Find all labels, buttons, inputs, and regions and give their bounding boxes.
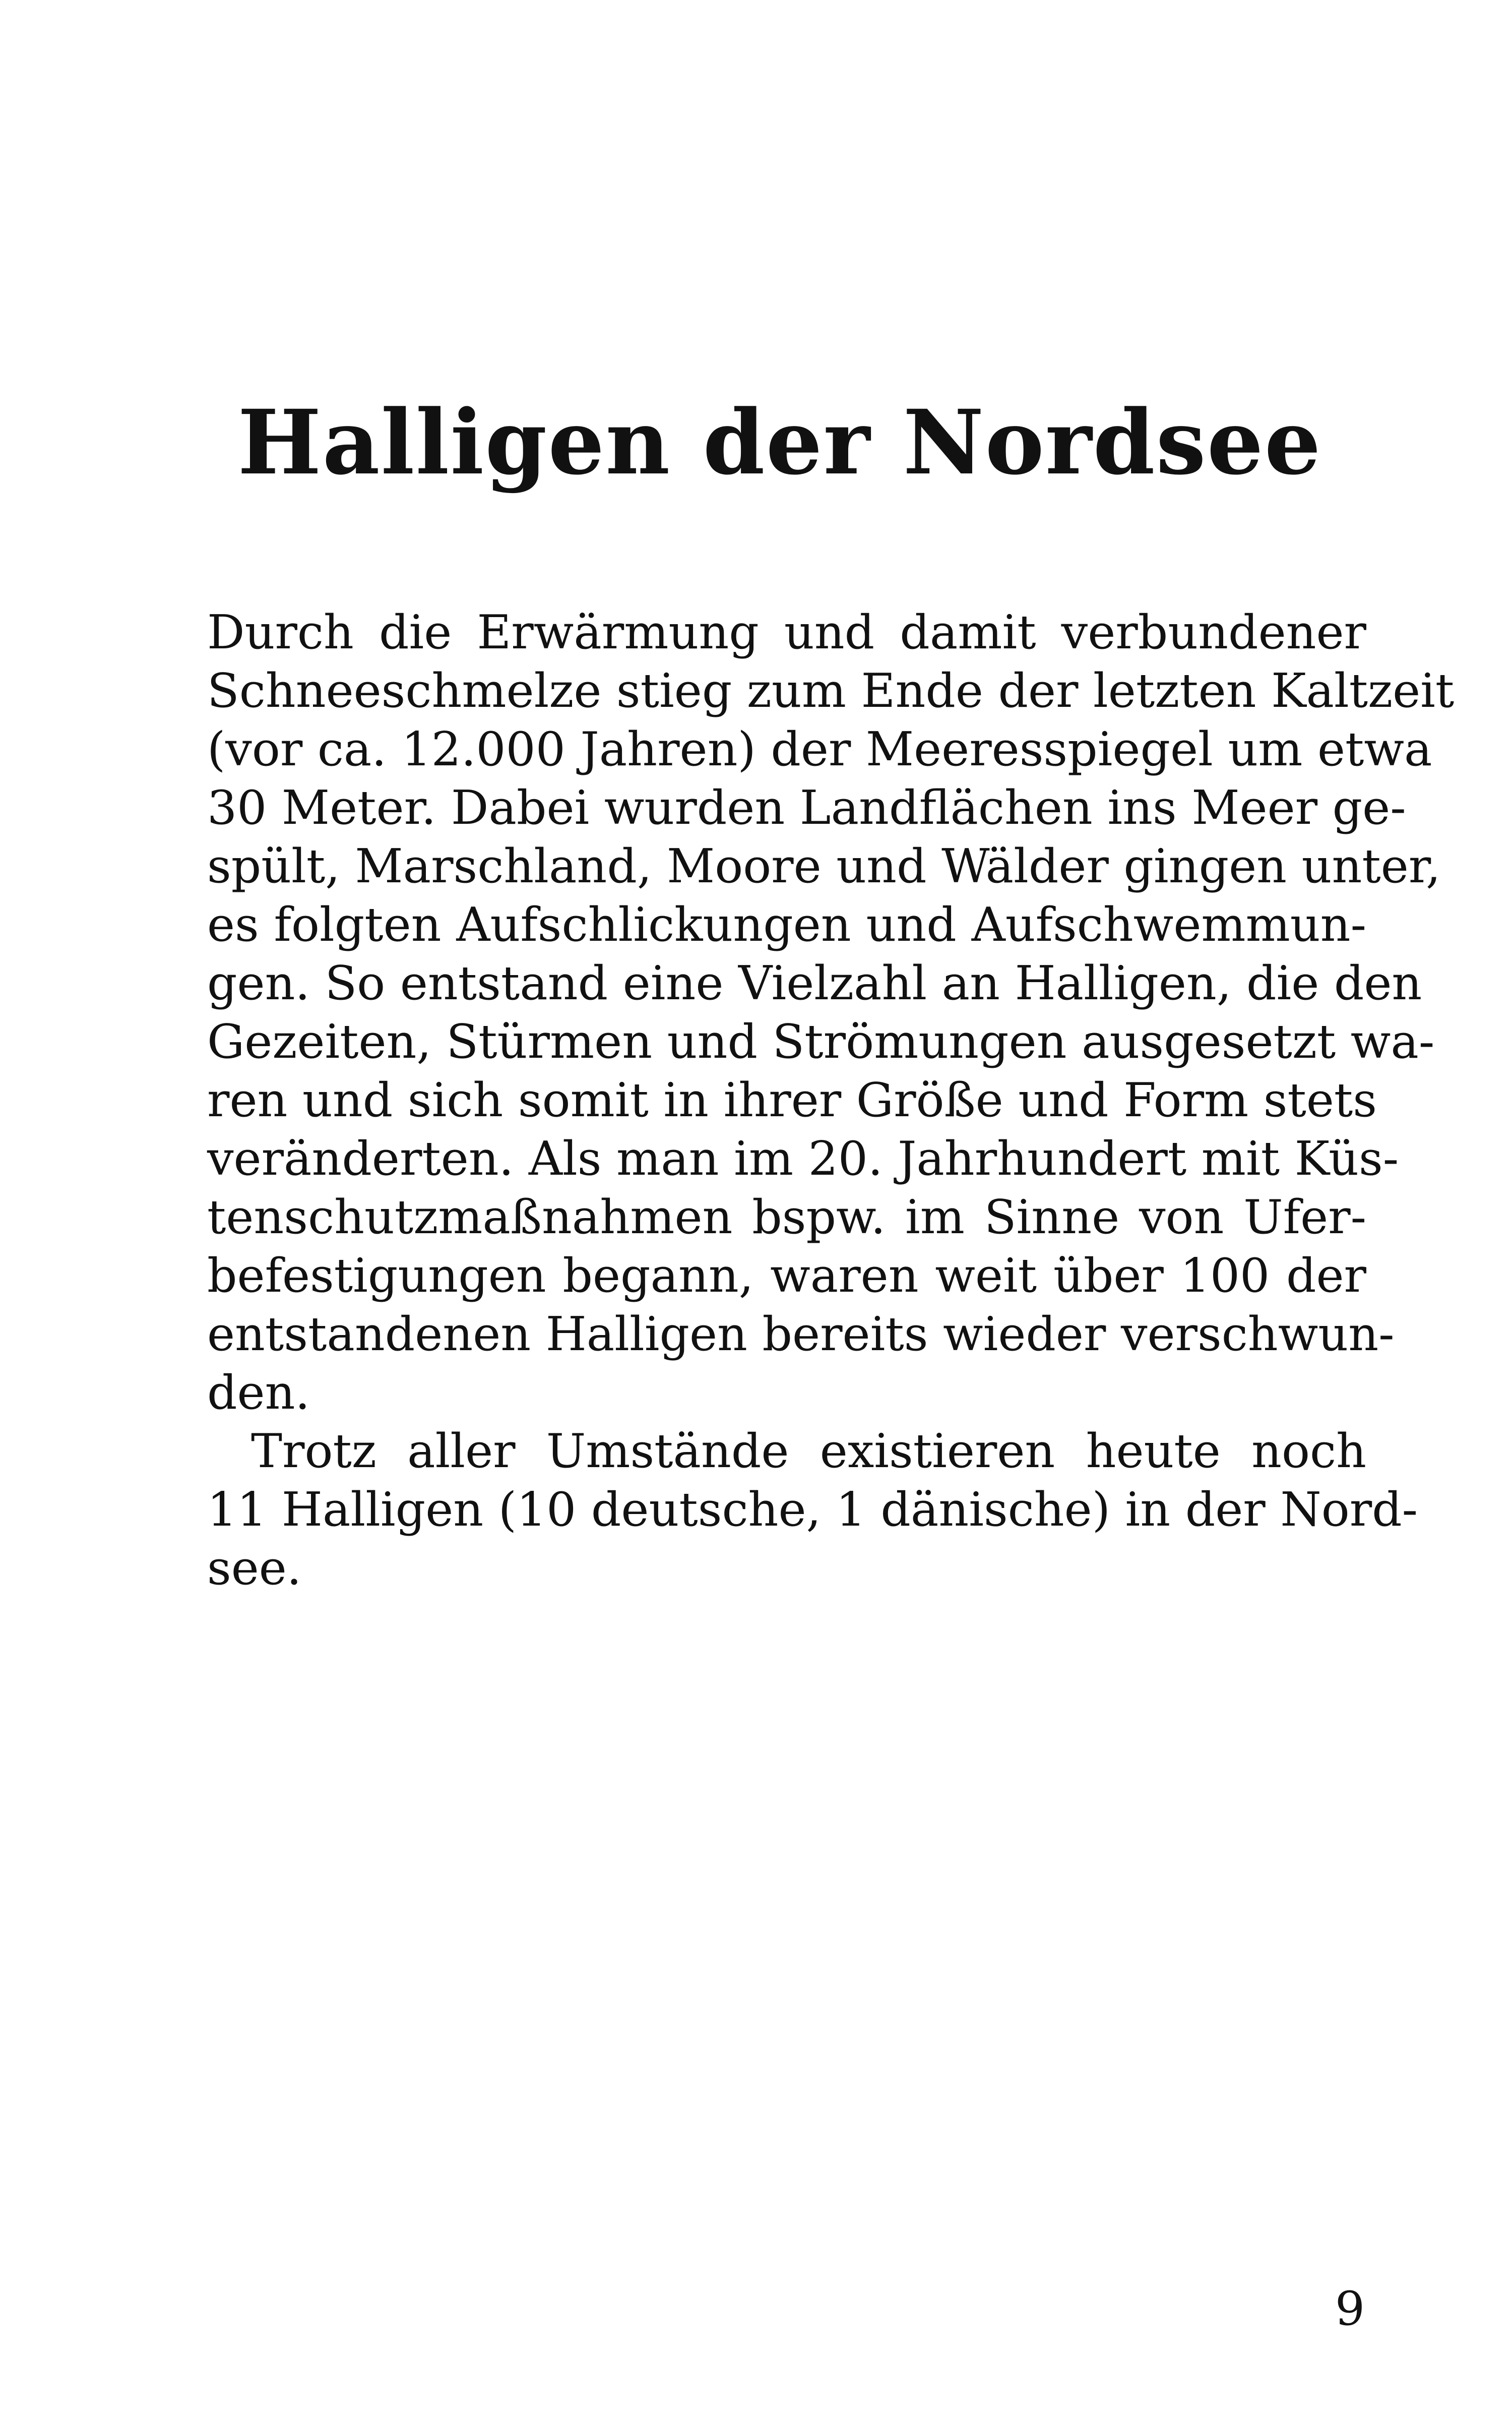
text-line: (vor ca. 12.000 Jahren) der Meeresspiegel um etwa	[207, 722, 1432, 776]
text-line: befestigungen begann, waren weit über 100 der	[207, 1248, 1366, 1303]
text-line: den.	[207, 1365, 310, 1420]
text-line: entstandenen Halligen bereits wieder verschwun-	[207, 1307, 1395, 1361]
text-line: Gezeiten, Stürmen und Strömungen ausgesetzt wa-	[207, 1014, 1435, 1069]
text-line: 11 Halligen (10 deutsche, 1 dänische) in der Nord-	[207, 1482, 1418, 1537]
text-line: tenschutzmaßnahmen bspw. im Sinne von Ufer-	[207, 1190, 1366, 1244]
text-line: spült, Marschland, Moore und Wälder gingen unter,	[207, 839, 1441, 893]
text-line: Schneeschmelze stieg zum Ende der letzten Kaltzeit	[207, 663, 1455, 718]
text-line: veränderten. Als man im 20. Jahrhundert mit Küs-	[207, 1131, 1399, 1186]
text-line: ren und sich somit in ihrer Größe und Form stets	[207, 1073, 1377, 1127]
text-line: gen. So entstand eine Vielzahl an Halligen, die den	[207, 956, 1422, 1010]
text-line: Durch die Erwärmung und damit verbundener	[207, 605, 1366, 659]
text-line: es folgten Aufschlickungen und Aufschwemmun-	[207, 897, 1366, 952]
page-title: Halligen der Nordsee	[237, 390, 1322, 495]
page-number: 9	[1335, 2281, 1365, 2336]
body-text	[207, 603, 1455, 1597]
text-line: see.	[207, 1541, 302, 1595]
text-line: Trotz aller Umstände existieren heute noch	[251, 1424, 1366, 1478]
text-line: 30 Meter. Dabei wurden Landflächen ins Meer ge-	[207, 780, 1406, 835]
